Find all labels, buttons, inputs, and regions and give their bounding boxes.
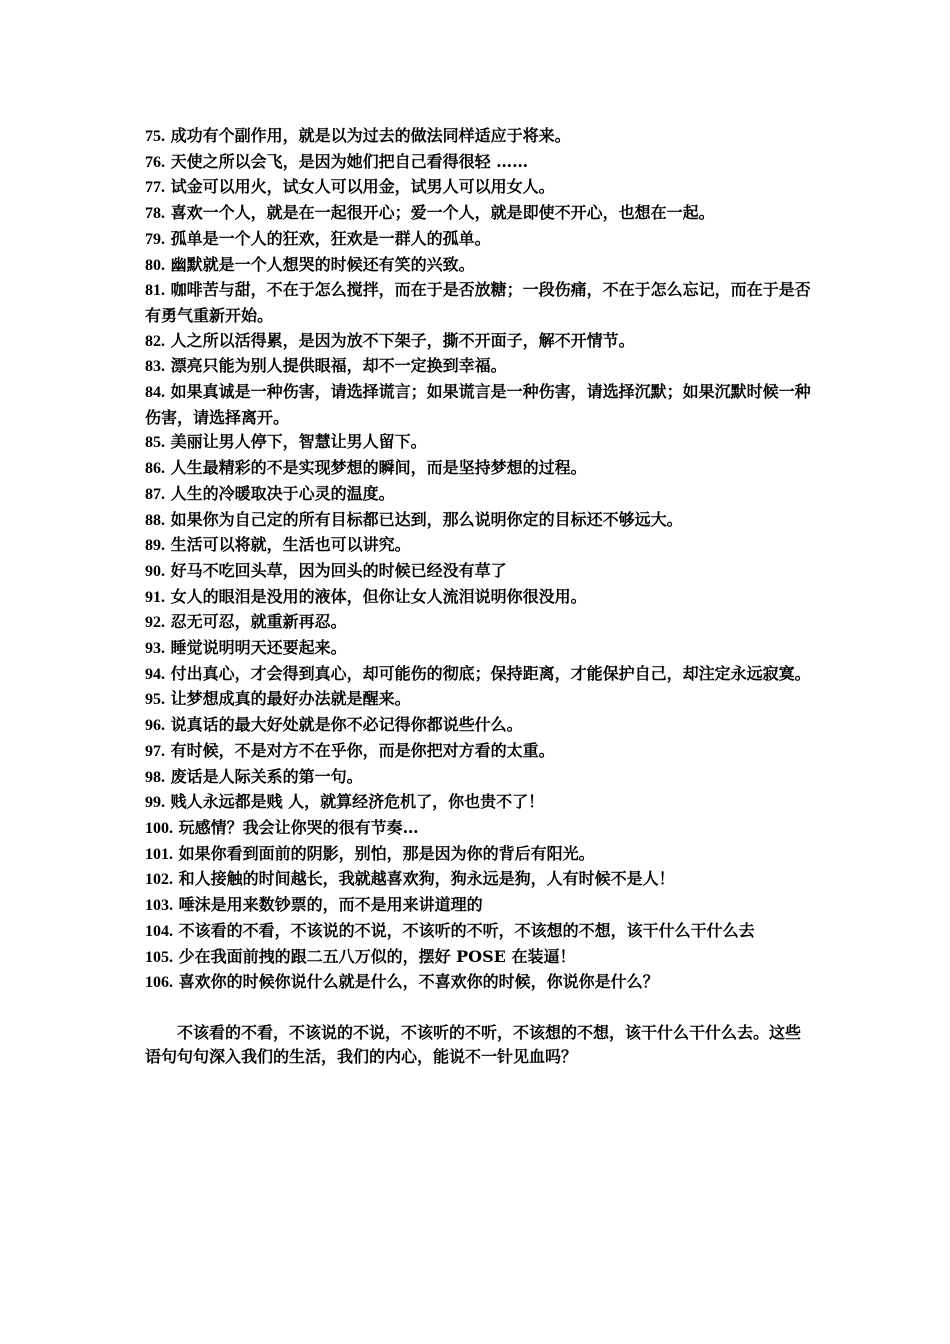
quote-item	[145, 585, 813, 611]
quote-item	[145, 380, 813, 430]
quote-number: 85.	[145, 434, 165, 452]
quote-list	[145, 124, 813, 996]
quote-number: 96.	[145, 717, 165, 735]
quote-item	[145, 482, 813, 508]
quote-item	[145, 533, 813, 559]
quote-item	[145, 945, 813, 971]
quote-text: 生活可以将就，生活也可以讲究。	[170, 535, 411, 555]
quote-number: 90.	[145, 562, 165, 580]
quote-number: 81.	[145, 282, 165, 300]
quote-number: 97.	[145, 742, 165, 760]
quote-number: 77.	[145, 179, 165, 197]
quote-number: 93.	[145, 640, 165, 658]
quote-text: 喜欢你的时候你说什么就是什么，不喜欢你的时候，你说你是什么？	[178, 972, 659, 992]
quote-text: 天使之所以会飞，是因为她们把自己看得很轻 ……	[170, 151, 529, 171]
quote-item	[145, 150, 813, 176]
quote-text: 人之所以活得累，是因为放不下架子，撕不开面子，解不开情节。	[170, 330, 635, 350]
quote-number: 92.	[145, 614, 165, 632]
quote-number: 83.	[145, 358, 165, 376]
quote-number: 103.	[145, 897, 173, 915]
quote-text: 人生的冷暖取决于心灵的温度。	[170, 483, 395, 503]
quote-item	[145, 713, 813, 739]
quote-text: 说真话的最大好处就是你不必记得你都说些什么。	[170, 715, 523, 735]
quote-number: 86.	[145, 460, 165, 478]
quote-text: 唾沫是用来数钞票的，而不是用来讲道理的	[178, 895, 483, 915]
quote-text: 孤单是一个人的狂欢，狂欢是一群人的孤单。	[170, 228, 491, 248]
quote-text: 有时候，不是对方不在乎你，而是你把对方看的太重。	[170, 740, 555, 760]
quote-item	[145, 175, 813, 201]
quote-text: 如果你看到面前的阴影，别怕，那是因为你的背后有阳光。	[178, 843, 595, 863]
quote-item	[145, 919, 813, 945]
quote-number: 106.	[145, 974, 173, 992]
quote-number: 89.	[145, 537, 165, 555]
quote-text: 少在我面前拽的跟二五八万似的，摆好 POSE 在装逼！	[178, 946, 576, 966]
quote-item	[145, 687, 813, 713]
quote-number: 105.	[145, 948, 173, 966]
quote-text: 如果你为自己定的所有目标都已达到，那么说明你定的目标还不够远大。	[170, 509, 683, 529]
quote-text: 美丽让男人停下，智慧让男人留下。	[170, 432, 427, 452]
quote-number: 75.	[145, 128, 165, 145]
quote-number: 80.	[145, 256, 165, 274]
quote-number: 100.	[145, 819, 173, 837]
quote-number: 84.	[145, 384, 165, 402]
quote-text: 玩感情？我会让你哭的很有节奏…	[178, 817, 419, 837]
quote-text: 和人接触的时间越长，我就越喜欢狗，狗永远是狗，人有时候不是人！	[178, 869, 675, 889]
quote-number: 79.	[145, 230, 165, 248]
quote-item	[145, 867, 813, 893]
quote-text: 废话是人际关系的第一句。	[170, 766, 363, 786]
quote-number: 104.	[145, 922, 173, 940]
quote-number: 88.	[145, 511, 165, 529]
quote-number: 95.	[145, 691, 165, 709]
quote-number: 82.	[145, 332, 165, 350]
quote-number: 99.	[145, 794, 165, 812]
quote-item	[145, 329, 813, 355]
quote-item	[145, 970, 813, 996]
quote-item	[145, 430, 813, 456]
quote-item	[145, 636, 813, 662]
quote-text: 咖啡苦与甜，不在于怎么搅拌，而在于是否放糖；一段伤痛，不在于怎么忘记，而在于是否有勇气重新开始。	[145, 280, 811, 325]
quote-item	[145, 816, 813, 842]
document-body	[145, 124, 813, 1070]
quote-item	[145, 227, 813, 253]
quote-text: 睡觉说明明天还要起来。	[170, 638, 347, 658]
quote-text: 漂亮只能为别人提供眼福，却不一定换到幸福。	[170, 356, 507, 376]
quote-text: 幽默就是一个人想哭的时候还有笑的兴致。	[170, 254, 475, 274]
quote-text: 付出真心，才会得到真心，却可能伤的彻底；保持距离，才能保护自己，却注定永远寂寞。	[170, 663, 811, 683]
quote-text: 贱人永远都是贱 人，就算经济危机了，你也贵不了！	[170, 792, 545, 812]
quote-number: 91.	[145, 588, 165, 606]
quote-number: 76.	[145, 153, 165, 171]
quote-text: 不该看的不看，不该说的不说，不该听的不听，不该想的不想，该干什么干什么去	[178, 920, 755, 940]
quote-number: 101.	[145, 845, 173, 863]
quote-item	[145, 201, 813, 227]
quote-item	[145, 739, 813, 765]
quote-text: 成功有个副作用，就是以为过去的做法同样适应于将来。	[170, 126, 571, 145]
quote-text: 喜欢一个人，就是在一起很开心；爱一个人，就是即使不开心，也想在一起。	[170, 203, 715, 223]
quote-text: 女人的眼泪是没用的液体，但你让女人流泪说明你很没用。	[170, 586, 587, 606]
quote-item	[145, 253, 813, 279]
quote-item	[145, 456, 813, 482]
quote-number: 98.	[145, 768, 165, 786]
quote-number: 87.	[145, 485, 165, 503]
quote-text: 人生最精彩的不是实现梦想的瞬间，而是坚持梦想的过程。	[170, 458, 587, 478]
quote-item	[145, 508, 813, 534]
quote-item	[145, 790, 813, 816]
quote-item	[145, 124, 813, 150]
quote-number: 78.	[145, 205, 165, 223]
quote-text: 好马不吃回头草，因为回头的时候已经没有草了	[170, 560, 507, 580]
quote-text: 如果真诚是一种伤害，请选择谎言；如果谎言是一种伤害，请选择沉默；如果沉默时候一种伤害，请选择离开。	[145, 382, 811, 427]
quote-item	[145, 610, 813, 636]
quote-text: 让梦想成真的最好办法就是醒来。	[170, 689, 411, 709]
quote-text: 试金可以用火，试女人可以用金，试男人可以用女人。	[170, 177, 555, 197]
quote-number: 94.	[145, 665, 165, 683]
quote-item	[145, 893, 813, 919]
quote-item	[145, 662, 813, 688]
quote-item	[145, 842, 813, 868]
quote-item	[145, 559, 813, 585]
quote-item	[145, 354, 813, 380]
quote-number: 102.	[145, 871, 173, 889]
quote-item	[145, 765, 813, 791]
closing-paragraph: 不该看的不看，不该说的不说，不该听的不听，不该想的不想，该干什么干什么去。这些语句句句深入我们的生活，我们的内心，能说不一针见血吗？	[145, 1022, 802, 1067]
quote-text: 忍无可忍，就重新再忍。	[170, 612, 347, 632]
quote-item	[145, 278, 813, 328]
